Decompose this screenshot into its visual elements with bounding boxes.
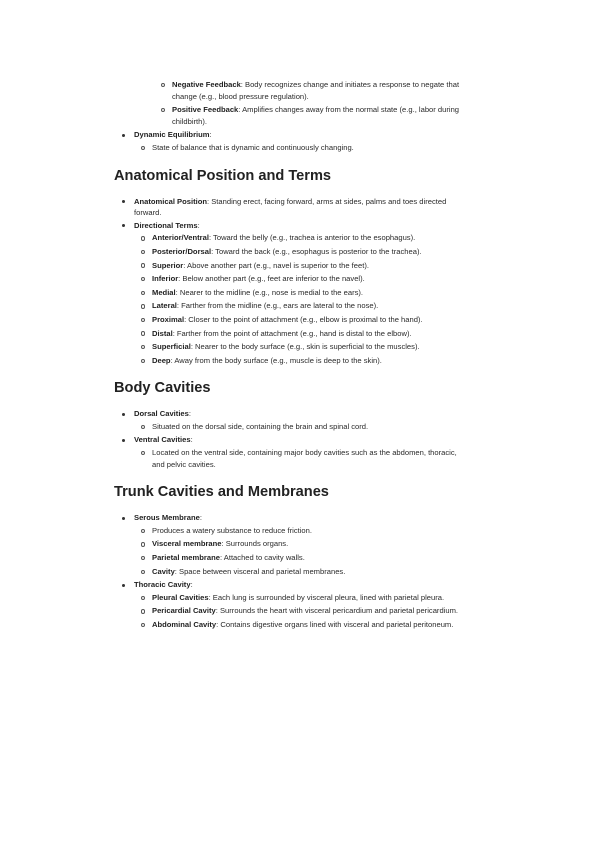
colon: :: [209, 130, 212, 140]
definition: : Surrounds the heart with visceral pericardium and parietal pericardium.: [215, 606, 459, 616]
equilibrium-list: [114, 129, 462, 153]
definition: : Standing erect, facing forward, arms at sides, palms and toes directed forward.: [134, 196, 447, 218]
anatomical-list: [114, 196, 462, 367]
definition: : Surrounds organs.: [221, 539, 289, 549]
term: Anterior/Ventral: [152, 233, 209, 243]
list-item: [114, 434, 462, 470]
list-item: [134, 273, 462, 285]
serous-list: [134, 525, 462, 577]
term: Ventral Cavities: [134, 435, 191, 445]
sub-list: [134, 421, 462, 433]
term: Anatomical Position: [134, 196, 207, 206]
term: Negative Feedback: [172, 80, 241, 89]
colon: :: [199, 513, 202, 523]
colon: :: [190, 435, 193, 445]
definition: : Nearer to the midline (e.g., nose is medial to the ears).: [175, 287, 364, 297]
list-item: [134, 260, 462, 272]
term: Superficial: [152, 342, 191, 352]
term: Visceral membrane: [152, 539, 222, 549]
list-item: Produces a watery substance to reduce friction.: [134, 525, 462, 537]
trunk-list: [114, 512, 462, 630]
definition: : Toward the back (e.g., esophagus is posterior to the trachea).: [211, 246, 422, 256]
list-item: Situated on the dorsal side, containing the brain and spinal cord.: [134, 421, 462, 433]
list-item: Located on the ventral side, containing major body cavities such as the abdomen, thoracic, and pelvic cavities.: [134, 447, 462, 470]
term: Posterior/Dorsal: [152, 246, 212, 256]
term: Dynamic Equilibrium: [134, 130, 210, 140]
list-item: [114, 220, 462, 367]
feedback-list: [154, 79, 462, 127]
definition: : Each lung is surrounded by visceral pleura, lined with parietal pleura.: [208, 592, 445, 602]
term: Pleural Cavities: [152, 592, 209, 602]
term: Proximal: [152, 314, 185, 324]
list-item: [154, 104, 462, 127]
directional-terms-list: [134, 232, 462, 366]
definition: : Away from the body surface (e.g., muscle is deep to the skin).: [170, 355, 382, 365]
term: Distal: [152, 328, 173, 338]
list-item: [134, 619, 462, 631]
definition: : Above another part (e.g., navel is superior to the feet).: [183, 260, 369, 270]
list-item: [134, 314, 462, 326]
body-cavities-list: [114, 408, 462, 470]
definition: : Farther from the midline (e.g., ears are lateral to the nose).: [176, 301, 379, 311]
term: Dorsal Cavities: [134, 409, 189, 419]
list-item: [114, 512, 462, 577]
list-item: [134, 300, 462, 312]
list-item: State of balance that is dynamic and continuously changing.: [134, 142, 462, 154]
term: Inferior: [152, 274, 179, 284]
list-item: [134, 538, 462, 550]
definition: : Attached to cavity walls.: [219, 553, 305, 563]
term: Pericardial Cavity: [152, 606, 216, 616]
colon: :: [197, 220, 200, 230]
term: Serous Membrane: [134, 513, 200, 523]
definition: : Amplifies changes away from the normal state (e.g., labor during childbirth).: [172, 105, 460, 126]
definition: : Toward the belly (e.g., trachea is anterior to the esophagus).: [208, 233, 416, 243]
list-item: [134, 566, 462, 578]
section-heading-trunk: Trunk Cavities and Membranes: [114, 484, 329, 501]
list-item: [114, 129, 462, 153]
list-item: [114, 579, 462, 630]
definition: : Contains digestive organs lined with visceral and parietal peritoneum.: [216, 620, 454, 629]
section-heading-anatomical: Anatomical Position and Terms: [114, 167, 332, 184]
term: Lateral: [152, 301, 177, 311]
list-item: [134, 341, 462, 353]
list-item: [154, 79, 462, 102]
term: Parietal membrane: [152, 553, 220, 563]
term: Superior: [152, 260, 184, 270]
definition: : Body recognizes change and initiates a response to negate that change (e.g., blood pressure regulation).: [172, 80, 460, 101]
list-item: [134, 246, 462, 258]
definition: : Closer to the point of attachment (e.g., elbow is proximal to the hand).: [184, 314, 423, 324]
colon: :: [190, 580, 193, 590]
term: Medial: [152, 287, 176, 297]
list-item: [134, 552, 462, 564]
term: Abdominal Cavity: [152, 620, 217, 629]
list-item: [114, 408, 462, 432]
term: Thoracic Cavity: [134, 580, 191, 590]
sub-list: [134, 447, 462, 470]
thoracic-list: [134, 592, 462, 631]
sub-list: [134, 142, 462, 154]
colon: :: [188, 409, 191, 419]
term: Positive Feedback: [172, 105, 239, 115]
term: Directional Terms: [134, 220, 198, 230]
definition: : Space between visceral and parietal membranes.: [174, 566, 346, 576]
definition: : Below another part (e.g., feet are inferior to the navel).: [178, 274, 365, 284]
term: Cavity: [152, 566, 175, 576]
definition: : Farther from the point of attachment (e.g., hand is distal to the elbow).: [172, 328, 412, 338]
list-item: [134, 355, 462, 367]
list-item: [134, 592, 462, 604]
section-heading-body-cavities: Body Cavities: [114, 380, 211, 397]
term: Deep: [152, 355, 171, 365]
list-item: [114, 196, 462, 219]
definition: : Nearer to the body surface (e.g., skin is superficial to the muscles).: [190, 342, 420, 352]
list-item: [134, 605, 462, 617]
list-item: [134, 232, 462, 244]
list-item: [134, 328, 462, 340]
list-item: [134, 287, 462, 299]
